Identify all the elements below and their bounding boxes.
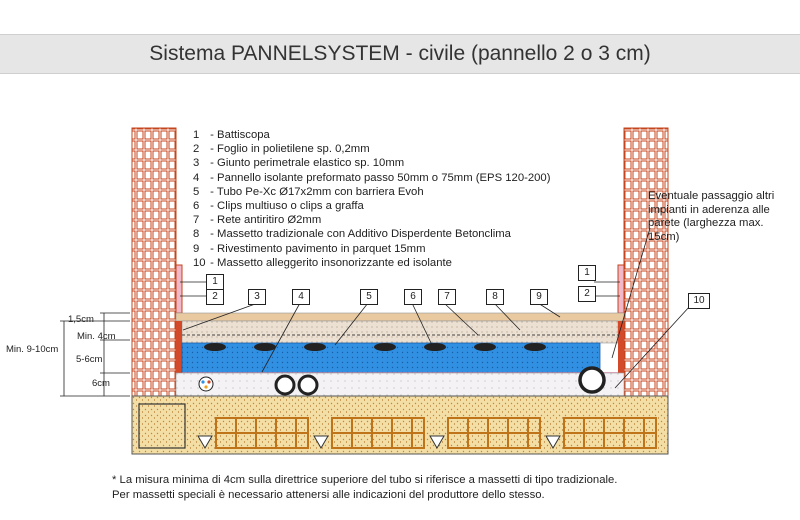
legend bbox=[193, 128, 550, 270]
footnote-line-1: * La misura minima di 4cm sulla direttrice superiore del tubo si riferisce a massetti di tipo tradizionale. bbox=[112, 474, 618, 486]
legend-item: 1 - Battiscopa bbox=[193, 129, 270, 141]
dim-label: 5-6cm bbox=[76, 354, 103, 365]
legend-item: 8 - Massetto tradizionale con Additivo Disperdente Betonclima bbox=[193, 228, 511, 241]
legend-item: 7 - Rete antiritiro Ø2mm bbox=[193, 214, 322, 227]
page-title: Sistema PANNELSYSTEM - civile (pannello 2 o 3 cm) bbox=[149, 42, 651, 65]
left-wall bbox=[132, 128, 176, 396]
screed-layer bbox=[182, 321, 618, 343]
tag-5: 5 bbox=[360, 289, 378, 305]
tag-8: 8 bbox=[486, 289, 504, 305]
tag-3: 3 bbox=[248, 289, 266, 305]
legend-item: 2 - Foglio in polietilene sp. 0,2mm bbox=[193, 143, 370, 156]
legend-item: 3 - Giunto perimetrale elastico sp. 10mm bbox=[193, 157, 405, 170]
concrete-slab bbox=[132, 396, 668, 454]
dim-label: 6cm bbox=[92, 378, 110, 389]
tag-1-left: 1 bbox=[206, 274, 224, 290]
legend-item: 10 - Massetto alleggerito insonorizzante ed isolante bbox=[193, 256, 452, 269]
left-baseboard bbox=[176, 265, 182, 313]
legend-item: 4 - Pannello isolante preformato passo 50mm o 75mm (EPS 120-200) bbox=[193, 171, 551, 184]
side-note: Eventuale passaggio altri impianti in aderenza alle parete (larghezza max. 15cm) bbox=[648, 190, 775, 243]
tag-1-right: 1 bbox=[578, 265, 596, 281]
tag-2-left: 2 bbox=[206, 289, 224, 305]
right-baseboard bbox=[618, 265, 624, 313]
footnote-line-2: Per massetti speciali è necessario attenersi alle indicazioni del produttore dello stesso. bbox=[112, 489, 545, 501]
legend-item: 9 - Rivestimento pavimento in parquet 15mm bbox=[193, 242, 426, 255]
tag-2-right: 2 bbox=[578, 286, 596, 302]
left-perimeter-joint bbox=[176, 321, 182, 373]
tag-6: 6 bbox=[404, 289, 422, 305]
slab-beam-section bbox=[139, 404, 185, 448]
right-perimeter-joint bbox=[618, 321, 624, 373]
tag-4: 4 bbox=[292, 289, 310, 305]
dim-label: 1,5cm bbox=[68, 314, 94, 325]
tag-7: 7 bbox=[438, 289, 456, 305]
tag-10: 10 bbox=[688, 293, 710, 309]
lightweight-screed bbox=[176, 373, 624, 396]
dim-label: Min. 9-10cm bbox=[6, 344, 59, 355]
dim-label: Min. 4cm bbox=[77, 331, 116, 342]
legend-item: 5 - Tubo Pe-Xc Ø17x2mm con barriera Evoh bbox=[193, 185, 424, 198]
footnote bbox=[112, 473, 617, 503]
right-wall bbox=[624, 128, 668, 396]
legend-item: 6 - Clips multiuso o clips a graffa bbox=[193, 200, 364, 213]
tag-9: 9 bbox=[530, 289, 548, 305]
parquet-layer bbox=[176, 313, 624, 321]
